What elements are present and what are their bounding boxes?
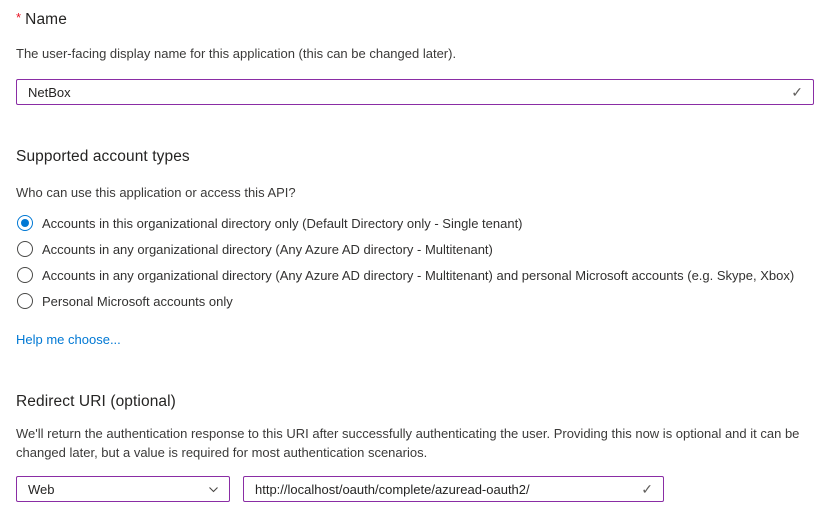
redirect-uri-row bbox=[16, 476, 813, 502]
radio-option-multitenant-personal[interactable] bbox=[16, 262, 813, 288]
required-asterisk: * bbox=[16, 10, 22, 25]
name-title-text: Name bbox=[25, 11, 67, 28]
redirect-uri-description: We'll return the authentication response to this URI after successfully authenticating the user. Providing this now is optional and it can be changed later, but a value is required for most authentication scenarios. bbox=[16, 426, 800, 460]
checkmark-icon: ✓ bbox=[791, 84, 803, 100]
account-types-section-title: Supported account types bbox=[16, 148, 190, 165]
account-types-radio-group bbox=[16, 210, 813, 314]
account-types-question: Who can use this application or access this API? bbox=[16, 185, 296, 200]
name-description: The user-facing display name for this application (this can be changed later). bbox=[16, 46, 457, 61]
name-section-title bbox=[16, 10, 813, 29]
name-input[interactable] bbox=[16, 79, 814, 105]
redirect-uri-value: http://localhost/oauth/complete/azuread-oauth2/ bbox=[255, 481, 530, 497]
radio-option-multitenant[interactable] bbox=[16, 236, 813, 262]
radio-option-single-tenant[interactable] bbox=[16, 210, 813, 236]
radio-option-personal-only[interactable] bbox=[16, 288, 813, 314]
radio-button-icon[interactable] bbox=[17, 267, 33, 283]
radio-option-label: Accounts in any organizational directory (Any Azure AD directory - Multitenant) and personal Microsoft accounts (e.g. Skype, Xbox) bbox=[42, 267, 795, 283]
radio-button-icon[interactable] bbox=[17, 215, 33, 231]
platform-select-dropdown[interactable] bbox=[16, 476, 230, 502]
radio-option-label: Accounts in this organizational directory only (Default Directory only - Single tenant) bbox=[42, 215, 523, 231]
redirect-uri-input[interactable] bbox=[243, 476, 664, 502]
platform-select-value: Web bbox=[28, 481, 55, 497]
checkmark-icon: ✓ bbox=[641, 481, 653, 497]
chevron-down-icon bbox=[207, 483, 220, 496]
name-input-value: NetBox bbox=[28, 84, 71, 100]
radio-option-label: Personal Microsoft accounts only bbox=[42, 293, 233, 309]
radio-option-label: Accounts in any organizational directory (Any Azure AD directory - Multitenant) bbox=[42, 241, 493, 257]
redirect-uri-section-title: Redirect URI (optional) bbox=[16, 393, 176, 410]
help-me-choose-link[interactable]: Help me choose... bbox=[16, 332, 121, 347]
radio-button-icon[interactable] bbox=[17, 241, 33, 257]
radio-button-icon[interactable] bbox=[17, 293, 33, 309]
